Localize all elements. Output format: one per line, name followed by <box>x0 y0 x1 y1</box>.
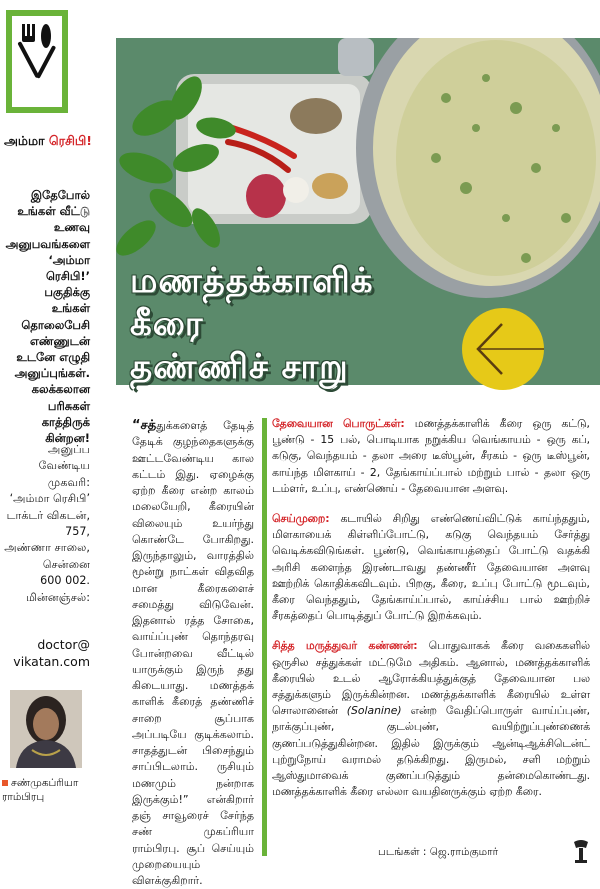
photo-credit: படங்கள் : ஜெ.ராம்குமார் <box>378 846 499 858</box>
intro-text: துக்களைத் தேடித் தேடிக் குழந்தைகளுக்கு ஊட்டவேண்டிய கால கட்டம் இது. ஏழைக்கு ஏற்ற கீரை என்ற காலம் மலையேறி, கீரையின் விலையும் உயர்ந்து கொண்டே போகிறது. இருந்தாலும், வாரத்தில் மூன்று நாட்கள் விதவித மான கீரைகளைச் சமைத்து விடுவேன். இதனால் ரத்த சோகை, வாய்ப்புண் தொந்தரவு போன்றவை வீட்டில் யாருக்கும் இருந் தது கிடையாது. மணத்தக் காளிக் கீரைத் தண்ணிச் சாறை சூப்பாக அப்படியே குடிக்கலாம். சாதத்துடன் பிசைந்தும் சாப்பிடலாம். ருசியும் மணமும் நன்றாக இருக்கும்!” என்கிறார் தஞ் சாவூரைச் சேர்ந்த சண் முகப்ரியா ராம்பிரபு. சூப் செய்யும் முறையையும் விளக்குகிறார். <box>132 419 254 887</box>
sidebar-email[interactable]: doctor@ vikatan.com <box>13 637 90 669</box>
section-label-word2: ரெசிபி! <box>48 133 92 148</box>
doctor-text-1: பொதுவாகக் கீரை வகைகளில் ஒருசில சத்துக்கள் மட்டுமே அதிகம். ஆனால், மணத்தக்காளிக் கீரையில் உடல் ஆரோக்கியத்துக்குத் தேவையான பல சத்துக்களும் இருக்கின்றன. மணத்தக்காளிக் கீரையில் உள்ள சொலானைன் <box>272 639 590 718</box>
ingredients-heading: தேவையான பொருட்கள்: <box>272 417 405 430</box>
intro-column <box>132 418 254 889</box>
author-credit <box>2 776 94 804</box>
doctor-paragraph <box>272 638 590 800</box>
column-divider <box>262 418 267 856</box>
title-line-2: கீரை <box>130 304 204 344</box>
fork-knife-icon <box>13 22 59 82</box>
title-line-3: தண்ணிச் சாறு <box>130 347 349 387</box>
method-heading: செய்முறை: <box>272 512 330 526</box>
sidebar-address: அனுப்ப வேண்டிய முகவரி: ‘அம்மா ரெசிபி’ டாக்டர் விகடன், 757, அண்ணா சாலை, சென்னை 600 002. மின்னஞ்சல்: <box>4 443 90 604</box>
recipe-column <box>272 416 590 814</box>
section-label <box>4 133 92 150</box>
arrow-badge <box>462 308 544 390</box>
method-text: கடாயில் சிறிது எண்ணெய்விட்டுக் காய்ந்ததும், மிளகாயைக் கிள்ளிப்போட்டு, கடுகு வெந்தயம் சேர்த்து வெடிக்கவிடுங்கள். பூண்டு, வெங்காயத்தைப் போட்டு வதக்கி அரிசி களைந்த இரண்டாவது தண்ணீர் தேவையான அளவு ஊற்றிக் கொதிக்கவிடவும். பிறகு, கீரை, உப்பு போட்டு மூடவும், கீரை வெந்ததும், தேங்காய்ப்பால், காய்ச்சிய பால் ஊற்றிச் சீரகத்தைப் பொடித்துப் போட்டு இறக்கவும். <box>272 512 590 623</box>
method-paragraph <box>272 511 590 624</box>
magazine-mark-icon <box>570 838 592 866</box>
chevron-left-icon <box>462 308 544 390</box>
ingredients-paragraph <box>272 416 590 497</box>
title-line-1: மணத்தக்காளிக் <box>130 261 374 301</box>
author-photo <box>10 690 82 768</box>
doctor-term: (Solanine) <box>346 704 402 718</box>
doctor-text-2: என்ற வேதிப்பொருள் வாய்ப்புண், நாக்குப்புண், குடல்புண், வயிற்றுப்புண்ணைக் குணப்படுத்துகின்றன. இதில் இருக்கும் ஆன்டிஆக்சிடென்ட் புற்றுநோய் வராமல் தடுக்கிறது. இருமல், சளி மற்றும் ஆஸ்துமாவைக் குணப்படுத்தும் தன்மைகொண்டது. மணத்தக்காளிக் கீரை எல்லா வயதினருக்கும் ஏற்ற கீரை. <box>272 704 591 799</box>
sidebar-notice: இதேபோல் உங்கள் வீட்டு உணவு அனுபவங்களை ‘அம்மா ரெசிபி!’ பகுதிக்கு உங்கள் தொலைபேசி எண்ணுடன் உடனே எழுதி அனுப்புங்கள். கலக்கலான பரிசுகள் காத்திருக் கின்றன! <box>5 188 90 446</box>
intro-lead: “சத் <box>132 418 157 433</box>
author-bullet <box>2 780 8 786</box>
ingredients-text: மணத்தக்காளிக் கீரை ஒரு கட்டு, பூண்டு - 15 பல், பொடியாக நறுக்கிய வெங்காயம் - ஒரு கப், கடுகு, வெந்தயம் - தலா அரை டீஸ்பூன், சீரகம் - ஒரு டீஸ்பூன், காய்ந்த மிளகாய் - 2, தேங்காய்ப்பால் மற்றும் பால் - தலா ஒரு டம்ளர், உப்பு, எண்ணெய் - தேவையான அளவு. <box>272 417 590 495</box>
author-name: சண்முகப்ரியா ராம்பிரபு <box>2 777 79 803</box>
doctor-heading: சித்த மருத்துவர் கண்ணன்: <box>272 639 418 653</box>
section-label-word1: அம்மா <box>4 133 45 148</box>
recipe-title <box>130 260 430 389</box>
